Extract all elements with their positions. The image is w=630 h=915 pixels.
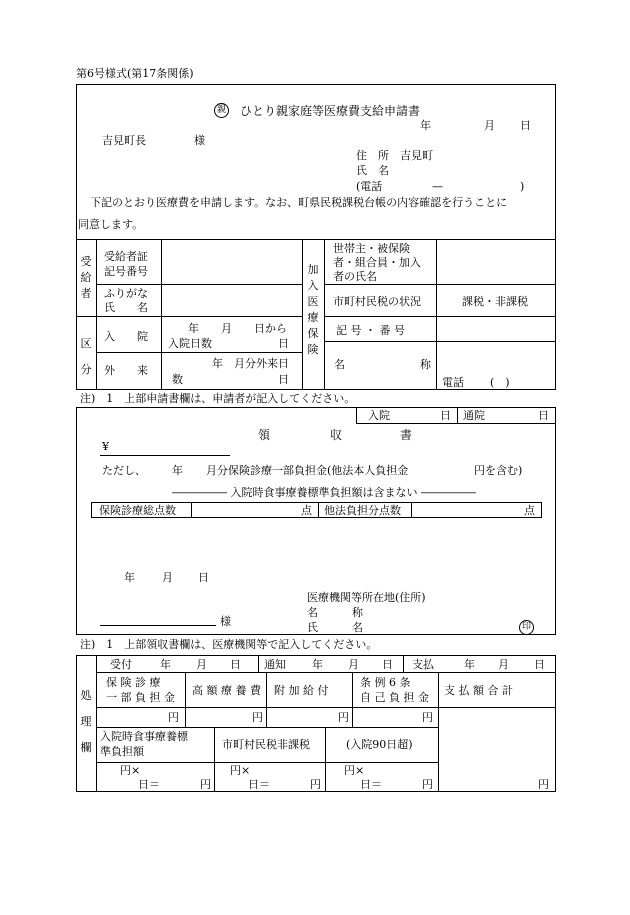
total-points-label: 保険診療総点数 <box>99 504 176 517</box>
col-total-payment: 支 払 額 合 計 <box>444 684 513 697</box>
receipt-date-year: 年 <box>124 571 135 584</box>
applicant-name-label: 氏 名 <box>356 164 389 177</box>
notified-year: 年 <box>312 658 323 671</box>
paid-label: 支払 <box>412 658 434 671</box>
phone-label: (電話 <box>356 180 383 193</box>
received-day: 日 <box>230 658 241 671</box>
application-date-year: 年 <box>420 119 431 132</box>
insurer-name-label-1: 名 <box>334 358 345 371</box>
paid-month: 月 <box>498 658 509 671</box>
yen-unit-4: 円 <box>422 711 433 724</box>
divider <box>76 239 556 240</box>
statement-line2: 同意します。 <box>78 218 144 231</box>
facility-person-label-1: 氏 <box>307 621 318 634</box>
insurer-name-label-2: 称 <box>420 358 431 371</box>
yen-unit-3: 円 <box>338 711 349 724</box>
inpatient-days-label: 入院日数 <box>168 337 212 350</box>
insurer-phone-parens: ( ) <box>490 376 510 389</box>
classification-group-label: 区分 <box>80 337 92 376</box>
application-date-day: 日 <box>520 119 531 132</box>
insurer-phone-label: 電話 <box>442 376 464 389</box>
col-copay-line2: 一 部 負 担 金 <box>106 691 175 704</box>
tax-status-label: 市町村民税の状況 <box>333 295 421 308</box>
statement-line1: 下記のとおり医療費を申請します。なお、町県民税課税台帳の内容確認を行うことに <box>90 196 508 209</box>
household-head-label-line1: 世帯主・被保険 <box>333 242 410 255</box>
facility-address-label: 医療機関等所在地(住所) <box>307 591 426 604</box>
processing-group-label: 処理欄 <box>80 689 92 754</box>
meal-cost-line1: 入院時食事療養標 <box>100 730 188 743</box>
address-value[interactable]: 吉見町 <box>400 149 433 162</box>
paid-day: 日 <box>534 658 545 671</box>
calc-yen-times-1: 円× <box>120 764 141 777</box>
received-label: 受付 <box>110 658 132 671</box>
col-ordinance-line2: 自 己 負 担 金 <box>360 691 429 704</box>
address-label: 住 所 <box>356 149 389 162</box>
nontax-label: 市町村民税非課税 <box>222 738 310 751</box>
inpatient-from-date: 年 月 日から <box>188 322 287 335</box>
facility-name-label-1: 名 <box>307 606 318 619</box>
paid-year: 年 <box>464 658 475 671</box>
col-additional-benefit: 附 加 給 付 <box>274 684 329 697</box>
recipient-group-label: 受給者 <box>80 255 92 300</box>
receipt-outpatient-unit: 日 <box>538 409 549 422</box>
insurance-group-label: 加入医療保険 <box>307 263 319 356</box>
receipt-title-2: 収 <box>330 428 343 442</box>
notified-label: 通知 <box>264 658 286 671</box>
calc-yen-times-2: 円× <box>230 764 251 777</box>
receipt-title-1: 領 <box>258 428 271 442</box>
addressee: 吉見町長 <box>102 134 146 147</box>
other-points-unit: 点 <box>524 504 535 517</box>
note-receipt: 注) 1 上部領収書欄は、医療機関等で記入してください。 <box>80 638 378 651</box>
facility-name-label-2: 称 <box>352 606 363 619</box>
notified-day: 日 <box>382 658 393 671</box>
proviso-text: 月分保険診療一部負担金(他法本人負担金 <box>206 464 409 477</box>
yen-unit-2: 円 <box>252 711 263 724</box>
meal-cost-line2: 準負担額 <box>100 745 144 758</box>
payer-name-underline <box>100 625 216 626</box>
col-high-cost: 高 額 療 養 費 <box>192 684 261 697</box>
total-yen-unit: 円 <box>538 778 549 791</box>
phone-close: ) <box>520 180 525 193</box>
total-points-unit: 点 <box>301 504 312 517</box>
amount-underline <box>100 455 230 456</box>
outpatient-month: 年 月分外来日 <box>212 357 289 370</box>
calc-day-equals-1: 日＝ <box>138 778 160 791</box>
note-application: 注) 1 上部申請書欄は、申請者が記入してください。 <box>80 392 356 405</box>
application-date-month: 月 <box>484 119 495 132</box>
col-ordinance-line1: 条 例 6 条 <box>360 676 411 689</box>
seal-icon: 印 <box>519 620 534 635</box>
notified-month: 月 <box>348 658 359 671</box>
addressee-honorific: 様 <box>194 134 205 147</box>
payer-honorific: 様 <box>220 615 231 628</box>
proviso-year: 年 <box>172 464 183 477</box>
cert-number-label: 受給者証記号番号 <box>104 250 148 278</box>
receipt-title-3: 書 <box>400 428 413 442</box>
household-head-label-line3: 者の氏名 <box>333 270 377 283</box>
tax-status-value[interactable]: 課税・非課税 <box>462 295 528 308</box>
proviso-label: ただし、 <box>102 464 146 477</box>
meal-exclusion-note: ――――― 入院時食事療養標準負担額は含まない ――――― <box>172 486 476 499</box>
insurance-number-label: 記 号 ・ 番 号 <box>336 324 405 337</box>
calc-yen-times-3: 円× <box>344 764 365 777</box>
inpatient-label: 入 院 <box>104 330 148 343</box>
inpatient-day-unit: 日 <box>278 337 289 350</box>
calc-yen-2: 円 <box>310 778 321 791</box>
outpatient-label: 外 来 <box>104 364 148 377</box>
calc-day-equals-2: 日＝ <box>248 778 270 791</box>
receipt-outpatient-label: 通院 <box>463 409 485 422</box>
outpatient-day-unit: 日 <box>278 373 289 386</box>
proviso-end: 円を含む) <box>474 464 523 477</box>
yen-unit-1: 円 <box>168 711 179 724</box>
received-month: 月 <box>196 658 207 671</box>
application-title: ひとり親家庭等医療費支給申請書 <box>240 104 421 118</box>
receipt-inpatient-unit: 日 <box>440 409 451 422</box>
calc-day-equals-3: 日＝ <box>360 778 382 791</box>
facility-person-label-2: 名 <box>352 621 363 634</box>
other-points-label: 他法負担分点数 <box>324 504 401 517</box>
yen-mark: ¥ <box>102 440 109 453</box>
outpatient-days-label: 数 <box>172 373 183 386</box>
over-90-days-label: (入院90日超) <box>346 738 413 751</box>
receipt-date-day: 日 <box>198 571 209 584</box>
calc-yen-1: 円 <box>200 778 211 791</box>
phone-dash: — <box>432 180 443 193</box>
recipient-name-label: 氏 名 <box>104 301 148 314</box>
oya-seal-icon: 親 <box>214 103 229 118</box>
receipt-inpatient-label: 入院 <box>368 409 390 422</box>
calc-yen-3: 円 <box>422 778 433 791</box>
received-year: 年 <box>160 658 171 671</box>
col-copay-line1: 保 険 診 療 <box>106 676 161 689</box>
form-number: 第6号様式(第17条関係) <box>76 67 194 80</box>
household-head-label-line2: 者・組合員・加入 <box>333 256 421 269</box>
receipt-date-month: 月 <box>162 571 173 584</box>
furigana-label: ふりがな <box>104 287 148 300</box>
